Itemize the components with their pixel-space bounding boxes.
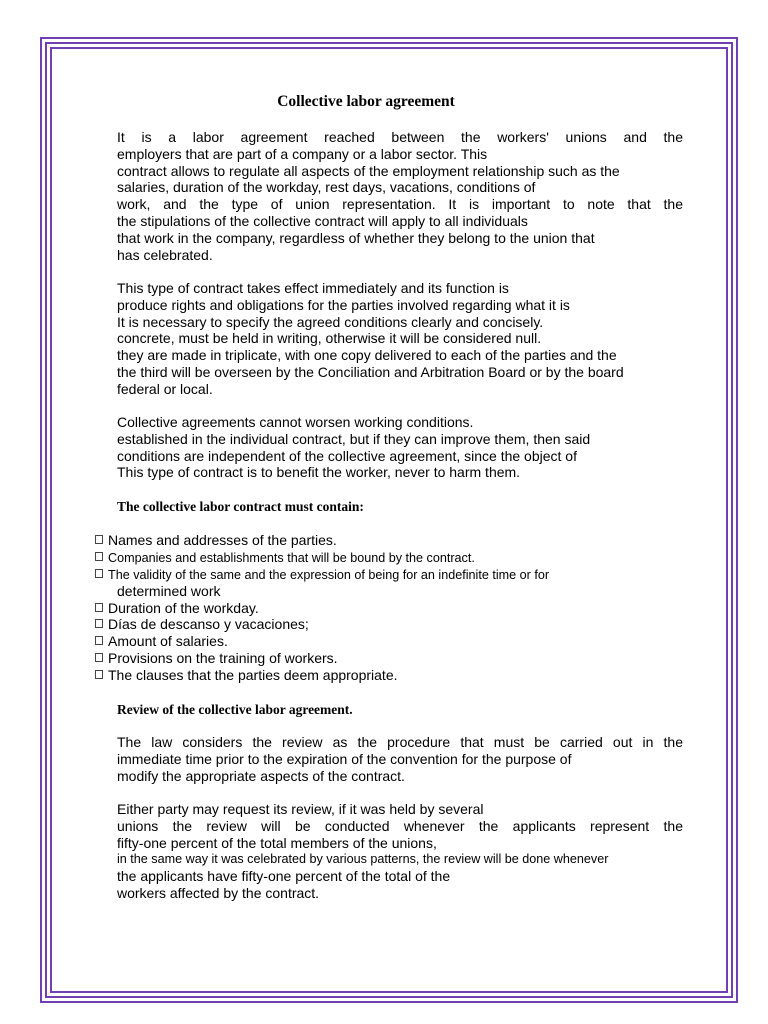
- list-item: Companies and establishments that will be bound by the contract.: [95, 549, 549, 566]
- text-line: Either party may request its review, if it was held by several: [117, 801, 484, 817]
- review-heading: Review of the collective labor agreement.: [117, 702, 353, 717]
- text-line: employers that are part of a company or a labor sector. This: [117, 145, 488, 162]
- text-line: in the same way it was celebrated by various patterns, the review will be done whenever: [117, 852, 609, 867]
- checkbox-bullet-icon: [95, 603, 103, 612]
- list-item: The clauses that the parties deem appropriate.: [95, 667, 549, 684]
- text-line: established in the individual contract, but if they can improve them, then said: [117, 430, 591, 447]
- text-line: workers affected by the contract.: [117, 884, 320, 901]
- text-line: modify the appropriate aspects of the contract.: [117, 767, 405, 784]
- text-line: concrete, must be held in writing, otherwise it will be considered null.: [117, 330, 542, 347]
- text-line: unions the review will be conducted whenever the applicants represent the: [117, 817, 683, 834]
- text-line: the stipulations of the collective contract will apply to all individuals: [117, 212, 528, 229]
- checkbox-bullet-icon: [95, 636, 103, 645]
- checkbox-bullet-icon: [95, 569, 103, 578]
- text-line: The law considers the review as the procedure that must be carried out in the: [117, 734, 683, 750]
- text-line: produce rights and obligations for the parties involved regarding what it is: [117, 296, 570, 313]
- checkbox-bullet-icon: [95, 670, 103, 679]
- list-item: Amount of salaries.: [95, 633, 549, 650]
- text-line: work, and the type of union representation. It is important to note that the: [117, 196, 683, 213]
- page-title: Collective labor agreement: [277, 93, 455, 110]
- list-item: Días de descanso y vacaciones;: [95, 616, 549, 633]
- list-item-continuation: determined work: [117, 582, 221, 599]
- checkbox-bullet-icon: [95, 535, 103, 544]
- text-line: they are made in triplicate, with one copy delivered to each of the parties and the: [117, 347, 617, 364]
- paragraph-conditions: [117, 414, 683, 481]
- text-line: Collective agreements cannot worsen working conditions.: [117, 414, 474, 430]
- text-line: This type of contract takes effect immediately and its function is: [117, 280, 509, 296]
- paragraph-effect: [117, 280, 683, 398]
- text-line: conditions are independent of the collective agreement, since the object of: [117, 447, 577, 464]
- text-line: the applicants have fifty-one percent of the total of the: [117, 868, 451, 885]
- text-line: immediate time prior to the expiration of the convention for the purpose of: [117, 750, 572, 767]
- checkbox-bullet-icon: [95, 653, 103, 662]
- list-item: Duration of the workday.: [95, 600, 549, 617]
- paragraph-definition: [117, 129, 683, 263]
- text-line: This type of contract is to benefit the worker, never to harm them.: [117, 464, 521, 481]
- text-line: It is a labor agreement reached between the workers' unions and the: [117, 129, 683, 145]
- text-line: has celebrated.: [117, 246, 213, 263]
- list-item: Provisions on the training of workers.: [95, 650, 549, 667]
- contents-list: [95, 532, 549, 684]
- list-item: Names and addresses of the parties.: [95, 532, 549, 549]
- text-line: salaries, duration of the workday, rest days, vacations, conditions of: [117, 179, 536, 196]
- text-line: It is necessary to specify the agreed conditions clearly and concisely.: [117, 313, 544, 330]
- checkbox-bullet-icon: [95, 552, 103, 561]
- text-line: fifty-one percent of the total members of the unions,: [117, 834, 437, 851]
- text-line: the third will be overseen by the Conciliation and Arbitration Board or by the board: [117, 363, 624, 380]
- paragraph-review: [117, 734, 683, 784]
- text-line: contract allows to regulate all aspects of the employment relationship such as the: [117, 162, 620, 179]
- checkbox-bullet-icon: [95, 619, 103, 628]
- text-line: that work in the company, regardless of whether they belong to the union that: [117, 229, 595, 246]
- list-item: The validity of the same and the expression of being for an indefinite time or for: [95, 566, 549, 583]
- contents-heading: The collective labor contract must contain:: [117, 499, 364, 514]
- paragraph-request: [117, 801, 683, 902]
- text-line: federal or local.: [117, 380, 213, 397]
